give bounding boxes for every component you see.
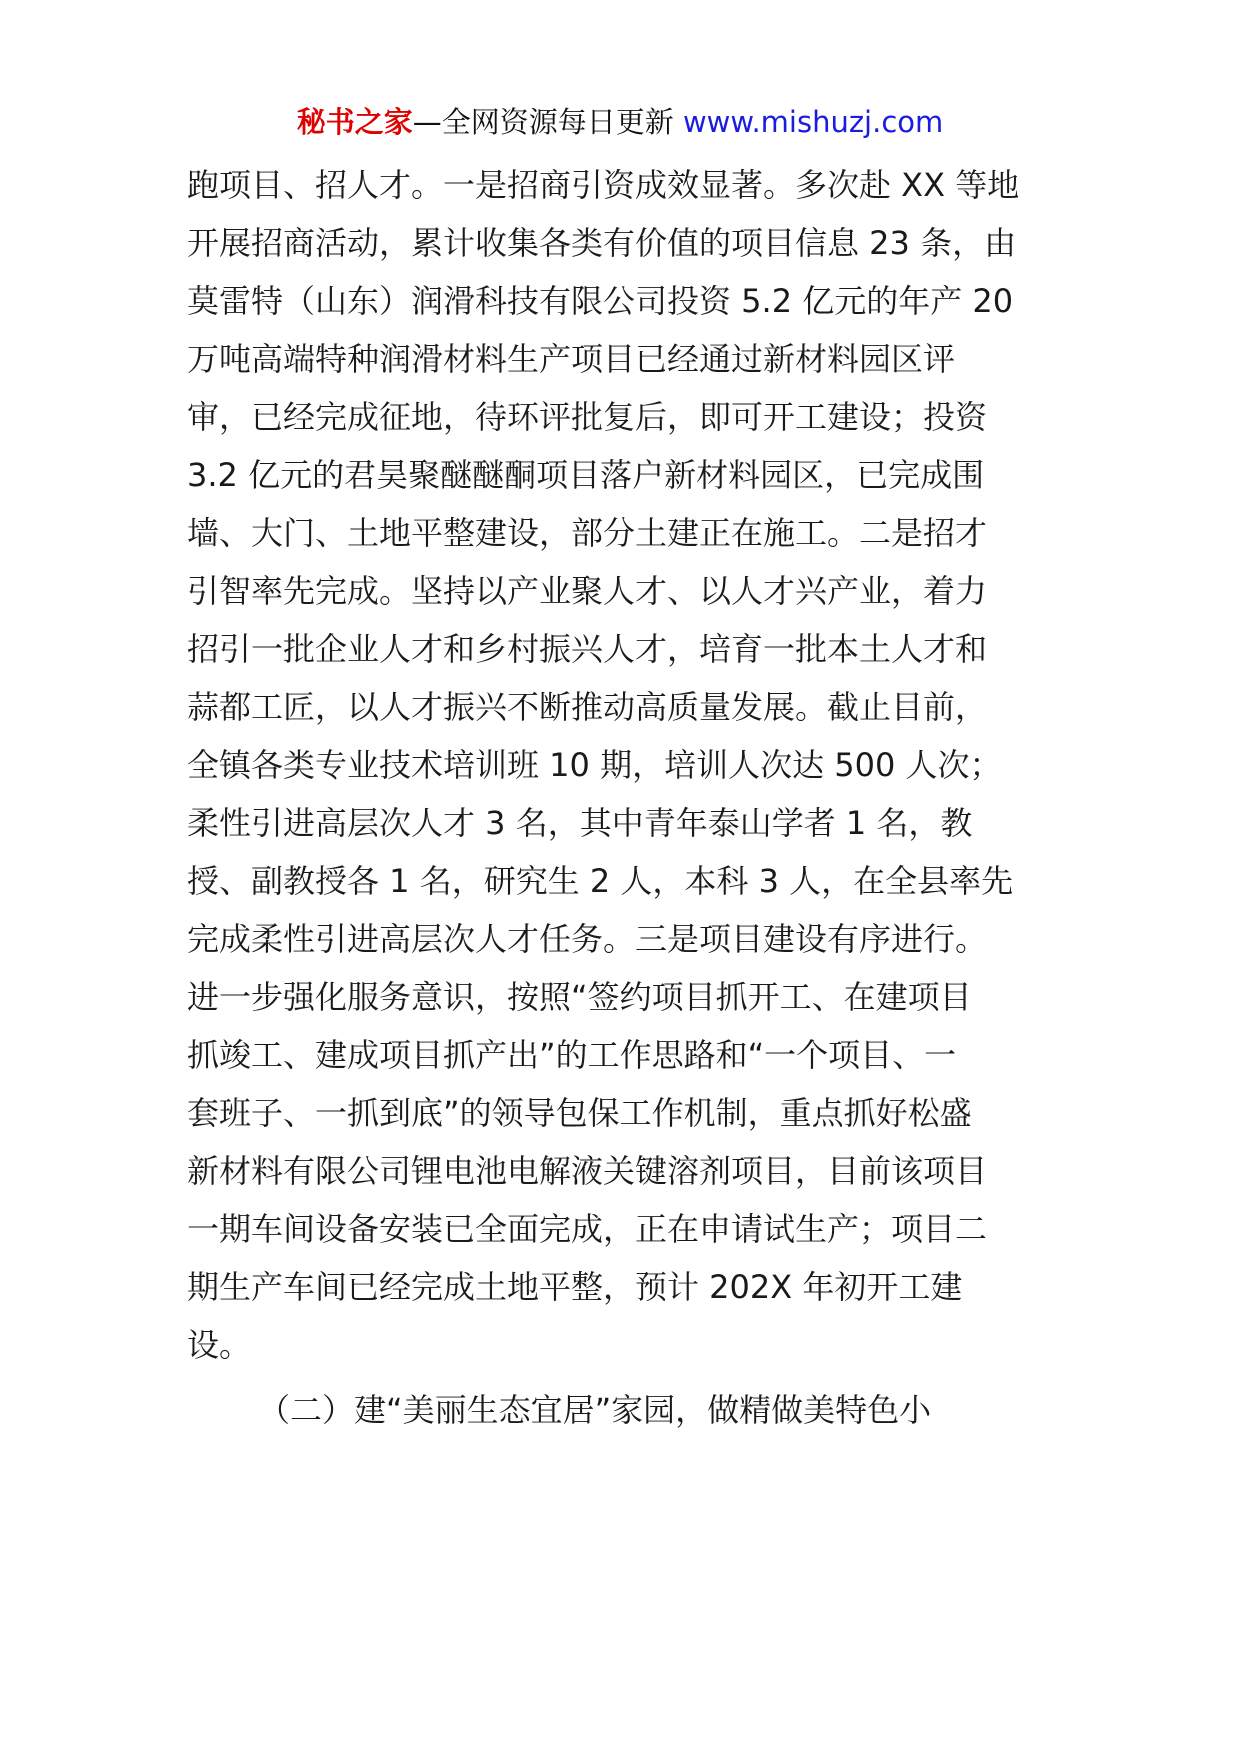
text-line: 一期车间设备安装已全面完成，正在申请试生产；项目二 — [187, 1210, 988, 1248]
site-url-link[interactable]: www.mishuzj.com — [682, 105, 944, 139]
text-line: 设。 — [187, 1326, 252, 1364]
text-line: 进一步强化服务意识，按照“签约项目抓开工、在建项目 — [187, 978, 972, 1016]
section-heading: （二）建“美丽生态宜居”家园，做精做美特色小 — [258, 1391, 932, 1429]
text-line: 新材料有限公司锂电池电解液关键溶剂项目，目前该项目 — [187, 1152, 988, 1190]
text-line: 3.2 亿元的君昊聚醚醚酮项目落户新材料园区，已完成围 — [187, 456, 985, 494]
text-line: 引智率先完成。坚持以产业聚人才、以人才兴产业，着力 — [187, 572, 988, 610]
text-line: 完成柔性引进高层次人才任务。三是项目建设有序进行。 — [187, 920, 988, 958]
text-line: 莫雷特（山东）润滑科技有限公司投资 5.2 亿元的年产 20 — [187, 282, 1014, 320]
site-tagline: —全网资源每日更新 — [412, 105, 674, 139]
text-line: 开展招商活动，累计收集各类有价值的项目信息 23 条，由 — [187, 224, 1017, 262]
text-line: 跑项目、招人才。一是招商引资成效显著。多次赴 XX 等地 — [187, 166, 1020, 204]
text-line: 授、副教授各 1 名，研究生 2 人，本科 3 人，在全县率先 — [187, 862, 1014, 900]
text-line: 柔性引进高层次人才 3 名，其中青年泰山学者 1 名，教 — [187, 804, 973, 842]
page-header — [0, 102, 1240, 142]
site-brand: 秘书之家 — [296, 105, 413, 139]
text-line: 墙、大门、土地平整建设，部分土建正在施工。二是招才 — [187, 514, 988, 552]
text-line: 全镇各类专业技术培训班 10 期，培训人次达 500 人次； — [187, 746, 1002, 784]
text-line: 抓竣工、建成项目抓产出”的工作思路和“一个项目、一 — [187, 1036, 957, 1074]
text-line: 审，已经完成征地，待环评批复后，即可开工建设；投资 — [187, 398, 988, 436]
text-line: 套班子、一抓到底”的领导包保工作机制，重点抓好松盛 — [187, 1094, 972, 1132]
text-line: 蒜都工匠，以人才振兴不断推动高质量发展。截止目前， — [187, 688, 988, 726]
text-line: 万吨高端特种润滑材料生产项目已经通过新材料园区评 — [187, 340, 956, 378]
text-line: 招引一批企业人才和乡村振兴人才，培育一批本土人才和 — [187, 630, 988, 668]
text-line: 期生产车间已经完成土地平整，预计 202X 年初开工建 — [187, 1268, 963, 1306]
